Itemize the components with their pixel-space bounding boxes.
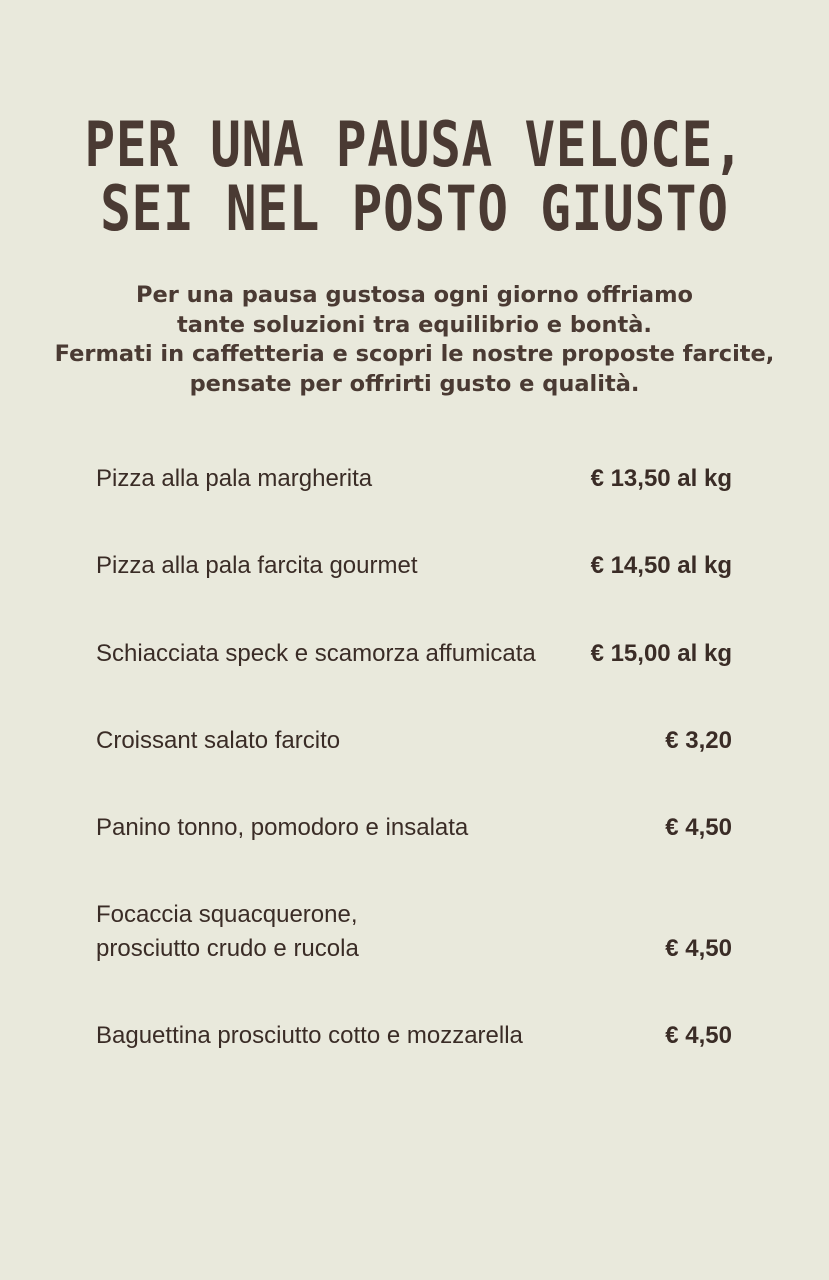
menu-item-name: Focaccia squacquerone, prosciutto crudo e rucola <box>96 901 359 962</box>
menu-item <box>96 462 732 496</box>
intro-text <box>0 281 829 399</box>
menu-item <box>96 898 732 966</box>
title-line-1: PER UNA PAUSA VELOCE, <box>84 108 745 182</box>
menu-item-name: Croissant salato farcito <box>96 727 341 754</box>
intro-line: tante soluzioni tra equilibrio e bontà. <box>177 311 652 338</box>
menu-item-price: € 4,50 <box>665 1022 732 1049</box>
menu-item <box>96 1019 732 1053</box>
page-title <box>0 108 829 246</box>
menu-item <box>96 811 732 845</box>
menu-item-price: € 4,50 <box>665 814 732 841</box>
menu-item-name: Schiacciata speck e scamorza affumicata <box>96 640 536 667</box>
menu-item-name: Pizza alla pala farcita gourmet <box>96 552 418 579</box>
intro-line: Fermati in caffetteria e scopri le nostre proposte farcite, <box>54 341 775 367</box>
intro-line: pensate per offrirti gusto e qualità. <box>189 370 640 397</box>
menu-item-price: € 14,50 al kg <box>590 552 732 579</box>
menu-item <box>96 637 732 671</box>
menu-item-name: Baguettina prosciutto cotto e mozzarella <box>96 1022 523 1049</box>
menu-item-price: € 15,00 al kg <box>590 640 732 667</box>
menu-item-price: € 3,20 <box>665 727 732 754</box>
menu-item-name: Pizza alla pala margherita <box>96 465 373 492</box>
menu-item-price: € 13,50 al kg <box>590 465 732 492</box>
menu-item-name: Panino tonno, pomodoro e insalata <box>96 814 469 841</box>
intro-line: Per una pausa gustosa ogni giorno offriamo <box>136 282 693 308</box>
menu-item <box>96 724 732 758</box>
menu-item-price: € 4,50 <box>665 935 732 962</box>
menu-item <box>96 549 732 583</box>
title-line-2: SEI NEL POSTO GIUSTO <box>100 172 729 246</box>
